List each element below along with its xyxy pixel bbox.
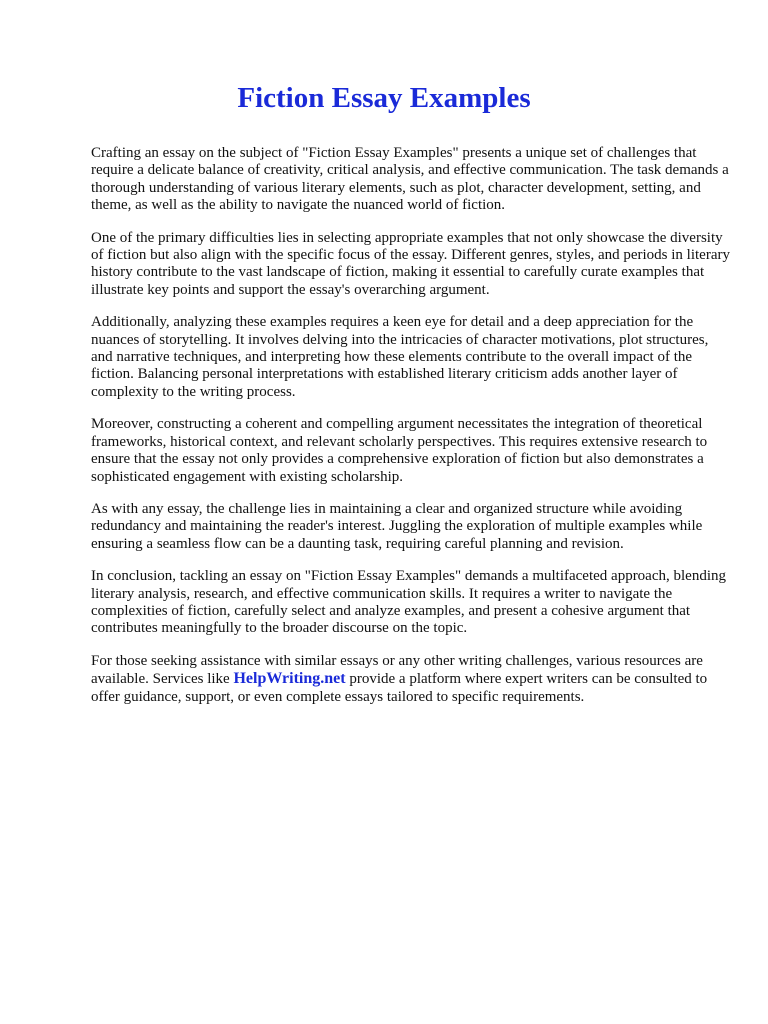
page-title: Fiction Essay Examples — [237, 82, 531, 114]
document-body — [91, 145, 733, 721]
paragraph-7-text-before-link: For those seeking assistance with similar essays or any other writing challenges, various resources are available. Services like — [91, 652, 703, 688]
paragraph-4: Moreover, constructing a coherent and compelling argument necessitates the integration of theoretical frameworks, historical context, and relevant scholarly perspectives. This requires extensive research to ensure that the essay not only provides a comprehensive exploration of fiction but also demonstrates a sophisticated engagement with existing scholarship. — [91, 416, 708, 485]
helpwriting-link[interactable]: HelpWriting.net — [233, 670, 346, 688]
paragraph-6: In conclusion, tackling an essay on "Fiction Essay Examples" demands a multifaceted approach, blending literary analysis, research, and effective communication skills. It requires a writer to navigate the complexities of fiction, carefully select and analyze examples, and present a cohesive argument that contributes meaningfully to the broader discourse on the topic. — [91, 568, 726, 637]
paragraph-7 — [91, 653, 733, 706]
paragraph-5: As with any essay, the challenge lies in maintaining a clear and organized structure while avoiding redundancy and maintaining the reader's interest. Juggling the exploration of multiple examples while ensuring a seamless flow can be a daunting task, requiring careful planning and revision. — [91, 500, 703, 552]
paragraph-3: Additionally, analyzing these examples requires a keen eye for detail and a deep appreciation for the nuances of storytelling. It involves delving into the intricacies of character motivations, plot structures, and narrative techniques, and interpreting how these elements contribute to the overall impact of the fiction. Balancing personal interpretations with established literary criticism adds another layer of complexity to the writing process. — [91, 314, 709, 400]
paragraph-1: Crafting an essay on the subject of "Fiction Essay Examples" presents a unique set of challenges that require a delicate balance of creativity, critical analysis, and effective communication. The task demands a thorough understanding of various literary elements, such as plot, character development, setting, and theme, as well as the ability to navigate the nuanced world of fiction. — [91, 145, 729, 214]
paragraph-7-text-after-link: provide a platform where expert writers can be consulted to offer guidance, support, or even complete essays tailored to specific requirements. — [91, 671, 708, 705]
paragraph-2: One of the primary difficulties lies in selecting appropriate examples that not only showcase the diversity of fiction but also align with the specific focus of the essay. Different genres, styles, and periods in literary history contribute to the vast landscape of fiction, making it essential to carefully curate examples that illustrate key points and support the essay's overarching argument. — [91, 229, 730, 298]
